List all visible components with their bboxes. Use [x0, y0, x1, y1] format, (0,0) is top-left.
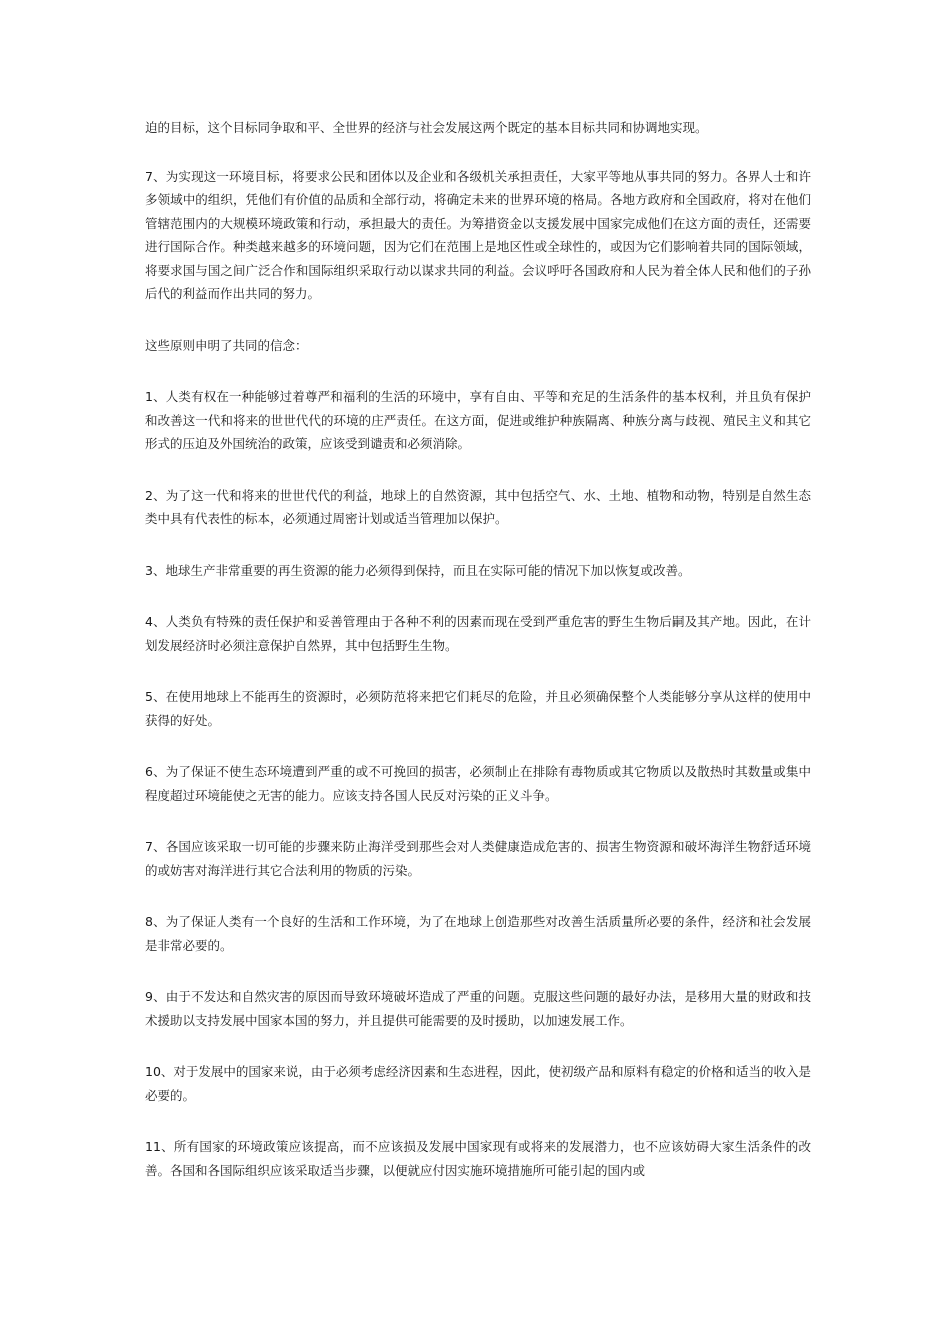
principle-8: 8、为了保证人类有一个良好的生活和工作环境，为了在地球上创造那些对改善生活质量所必要的条件，经济和社会发展是非常必要的。: [145, 914, 811, 953]
paragraph-continuation: 迫的目标，这个目标同争取和平、全世界的经济与社会发展这两个既定的基本目标共同和协调地实现。: [145, 120, 708, 135]
paragraph-principles-intro: 这些原则申明了共同的信念：: [145, 337, 308, 353]
principle-1: 1、人类有权在一种能够过着尊严和福利的生活的环境中，享有自由、平等和充足的生活条件的基本权利，并且负有保护和改善这一代和将来的世世代代的环境的庄严责任。在这方面，促进或维护种族隔离、种族分离与歧视、殖民主义和其它形式的压迫及外国统治的政策，应该受到谴责和必须消除。: [145, 389, 811, 451]
principle-3: 3、地球生产非常重要的再生资源的能力必须得到保持，而且在实际可能的情况下加以恢复或改善。: [145, 562, 691, 578]
paragraph-item-7: 7、为实现这一环境目标，将要求公民和团体以及企业和各级机关承担责任，大家平等地从事共同的努力。各界人士和许多领域中的组织，凭他们有价值的品质和全部行动，将确定未来的世界环境的格局。各地方政府和全国政府，将对在他们管辖范围内的大规模环境政策和行动，承担最大的责任。为筹措资金以支援发展中国家完成他们在这方面的责任，还需要进行国际合作。种类越来越多的环境问题，因为它们在范围上是地区性或全球性的，或因为它们影响着共同的国际领域，将要求国与国之间广泛合作和国际组织采取行动以谋求共同的利益。会议呼吁各国政府和人民为着全体人民和他们的子孙后代的利益而作出共同的努力。: [145, 168, 811, 301]
principle-7: 7、各国应该采取一切可能的步骤来防止海洋受到那些会对人类健康造成危害的、损害生物资源和破坏海洋生物舒适环境的或妨害对海洋进行其它合法利用的物质的污染。: [145, 839, 811, 878]
principle-4: 4、人类负有特殊的责任保护和妥善管理由于各种不利的因素而现在受到严重危害的野生生物后嗣及其产地。因此，在计划发展经济时必须注意保护自然界，其中包括野生生物。: [145, 614, 811, 653]
principle-2: 2、为了这一代和将来的世世代代的利益，地球上的自然资源，其中包括空气、水、土地、植物和动物，特别是自然生态类中具有代表性的标本，必须通过周密计划或适当管理加以保护。: [145, 487, 811, 526]
principle-6: 6、为了保证不使生态环境遭到严重的或不可挽回的损害，必须制止在排除有毒物质或其它物质以及散热时其数量或集中程度超过环境能使之无害的能力。应该支持各国人民反对污染的正义斗争。: [145, 764, 811, 803]
principle-11: 11、所有国家的环境政策应该提高，而不应该损及发展中国家现有或将来的发展潜力，也不应该妨碍大家生活条件的改善。各国和各国际组织应该采取适当步骤，以便就应付因实施环境措施所可能引起的国内或: [145, 1139, 811, 1178]
principle-9: 9、由于不发达和自然灾害的原因而导致环境破坏造成了严重的问题。克服这些问题的最好办法，是移用大量的财政和技术援助以支持发展中国家本国的努力，并且提供可能需要的及时援助，以加速发展工作。: [145, 989, 811, 1028]
document-body: [145, 116, 811, 1210]
principle-5: 5、在使用地球上不能再生的资源时，必须防范将来把它们耗尽的危险，并且必须确保整个人类能够分享从这样的使用中获得的好处。: [145, 689, 811, 728]
principle-10: 10、对于发展中的国家来说，由于必须考虑经济因素和生态进程，因此，使初级产品和原料有稳定的价格和适当的收入是必要的。: [145, 1064, 811, 1103]
